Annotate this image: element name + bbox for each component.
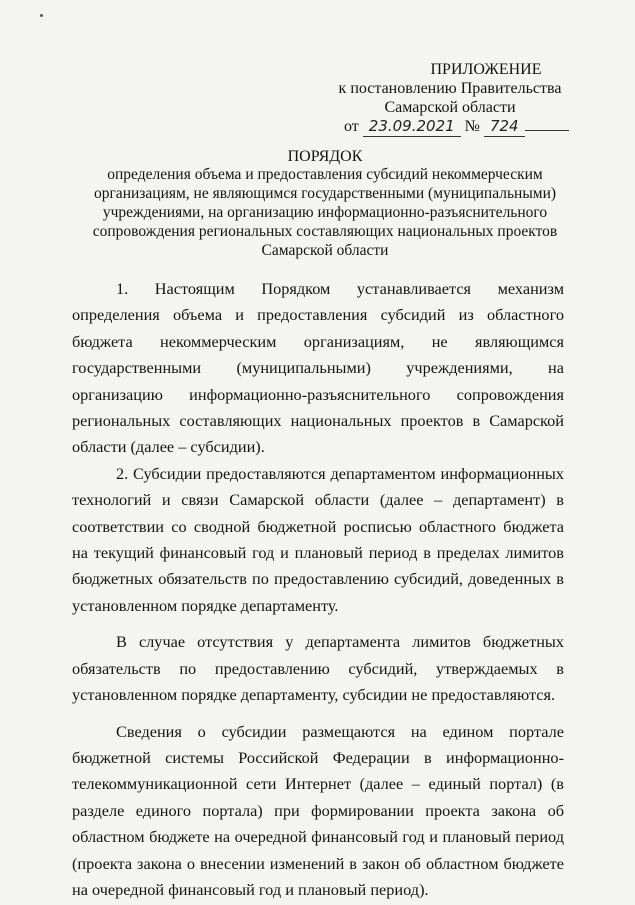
number-prefix: № — [464, 118, 480, 135]
appendix-block — [330, 60, 570, 137]
document-title: ПОРЯДОК — [287, 148, 363, 165]
paragraph-1: 1. Настоящим Порядком устанавливается механизм определения объема и предоставления субсидий из областного бюджета некоммерческим организациям, не являющимся государственными (муниципальными) учреждениями, на организацию информационно-разъяснительного сопровождения региональных составляющих национальных проектов в Самарской области (далее – субсидии). — [72, 279, 564, 457]
paragraph-2: 2. Субсидии предоставляются департаментом информационных технологий и связи Самарской области (далее – департамент) в соответствии со сводной бюджетной росписью областного бюджета на текущий финансовый год и плановый период в пределах лимитов бюджетных обязательств по предоставлению субсидий, доведенных в установленном порядке департаменту. — [72, 463, 564, 615]
scan-speck — [40, 14, 43, 17]
number-handwritten: 724 — [484, 117, 525, 137]
appendix-title: ПРИЛОЖЕНИЕ — [430, 61, 542, 78]
number-underline — [525, 130, 569, 131]
document-subtitle: определения объема и предоставления субсидий некоммерческим организациям, не являющимся государственными (муниципальными) учреждениями, на организацию информационно-разъяснительного сопровождения региональных составляющих национальных проектов Самарской области — [92, 166, 558, 259]
date-prefix: от — [344, 118, 359, 135]
date-handwritten: 23.09.2021 — [363, 117, 461, 137]
paragraph-3: В случае отсутствия у департамента лимитов бюджетных обязательств по предоставлению субсидий, утверждаемых в установленном порядке департаменту, субсидии не предоставляются. — [72, 632, 564, 705]
paragraph-4: Сведения о субсидии размещаются на едином портале бюджетной системы Российской Федерации в информационно-телекоммуникационной сети Интернет (далее – единый портал) (в разделе единого портала) при формировании проекта закона об областном бюджете на очередной финансовый год и плановый период (проекта закона о внесении изменений в закон об областном бюджете на очередной финансовый год и плановый период). — [72, 721, 564, 899]
appendix-line-1: к постановлению Правительства — [338, 80, 562, 97]
document-body — [72, 276, 564, 903]
appendix-line-2: Самарской области — [384, 99, 516, 116]
appendix-reference — [330, 117, 570, 137]
